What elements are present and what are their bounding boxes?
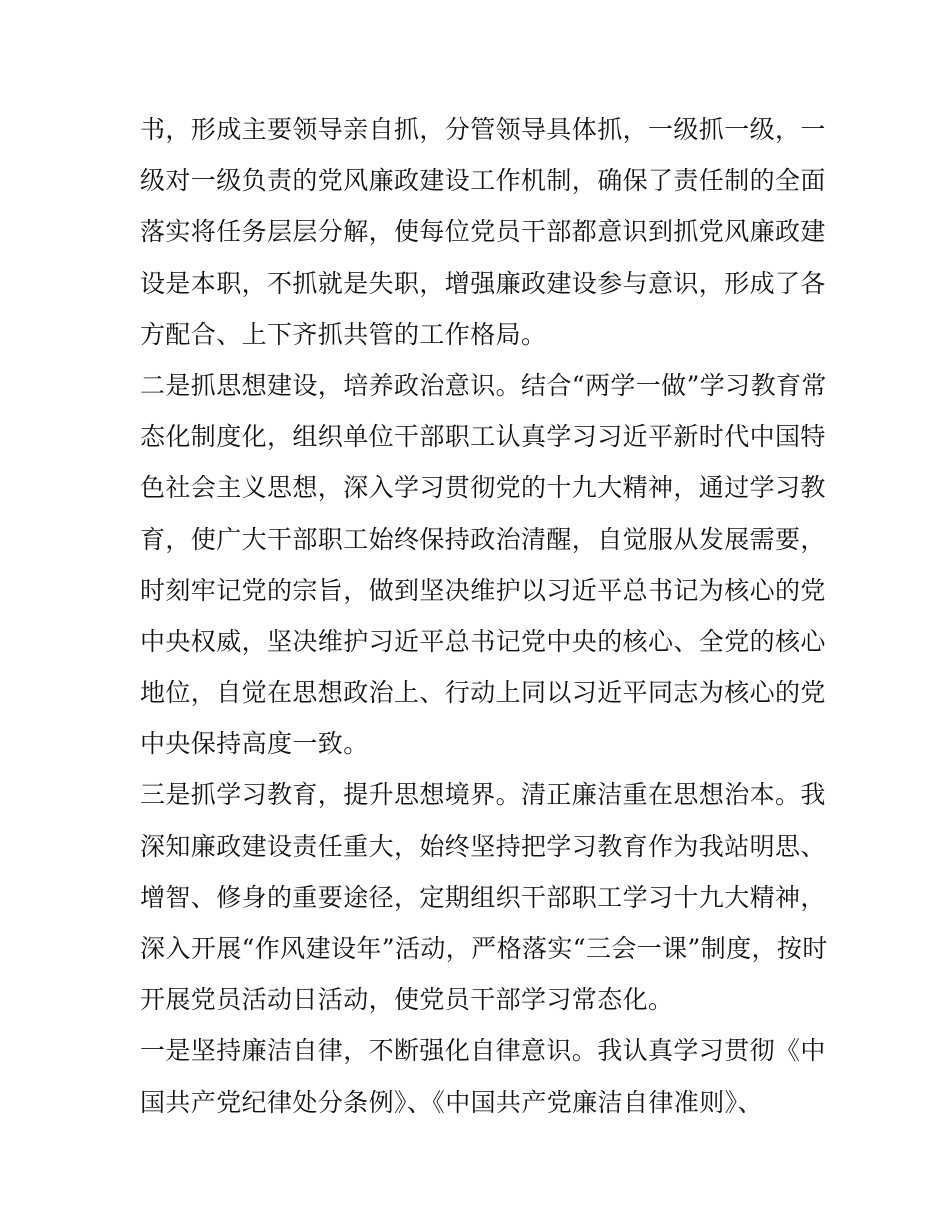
text-line: 态化制度化，组织单位干部职工认真学习习近平新时代中国特 bbox=[140, 422, 826, 452]
text-line: 时刻牢记党的宗旨，做到坚决维护以习近平总书记为核心的党 bbox=[140, 575, 826, 605]
text-line: 三是抓学习教育，提升思想境界。清正廉洁重在思想治本。我 bbox=[140, 780, 826, 810]
text-line: 中央保持高度一致。 bbox=[140, 729, 369, 759]
text-line: 深知廉政建设责任重大，始终坚持把学习教育作为我站明思、 bbox=[140, 831, 826, 861]
text-line: 色社会主义思想，深入学习贯彻党的十九大精神，通过学习教 bbox=[140, 473, 826, 503]
text-line: 级对一级负责的党风廉政建设工作机制，确保了责任制的全面 bbox=[140, 166, 826, 196]
text-line: 深入开展“作风建设年”活动，严格落实“三会一课”制度，按时 bbox=[140, 934, 828, 963]
text-line: 设是本职，不抓就是失职，增强廉政建设参与意识，形成了各 bbox=[140, 268, 826, 298]
text-line: 方配合、上下齐抓共管的工作格局。 bbox=[140, 319, 547, 349]
text-line: 增智、修身的重要途径，定期组织干部职工学习十九大精神， bbox=[140, 882, 826, 912]
text-line: 落实将任务层层分解，使每位党员干部都意识到抓党风廉政建 bbox=[140, 217, 826, 247]
text-line: 育，使广大干部职工始终保持政治清醒，自觉服从发展需要， bbox=[140, 524, 826, 554]
text-line: 中央权威，坚决维护习近平总书记党中央的核心、全党的核心 bbox=[140, 626, 826, 656]
document-body bbox=[140, 104, 828, 1128]
text-line: 二是抓思想建设，培养政治意识。结合“两学一做”学习教育常 bbox=[140, 370, 827, 400]
text-line: 书，形成主要领导亲自抓，分管领导具体抓，一级抓一级，一 bbox=[140, 115, 826, 144]
text-line: 开展党员活动日活动，使党员干部学习常态化。 bbox=[140, 985, 674, 1015]
text-line: 地位，自觉在思想政治上、行动上同以习近平同志为核心的党 bbox=[140, 678, 826, 708]
text-line: 一是坚持廉洁自律，不断强化自律意识。我认真学习贯彻《中 bbox=[140, 1036, 826, 1066]
text-line: 国共产党纪律处分条例》、《中国共产党廉洁自律准则》、 bbox=[140, 1087, 763, 1117]
